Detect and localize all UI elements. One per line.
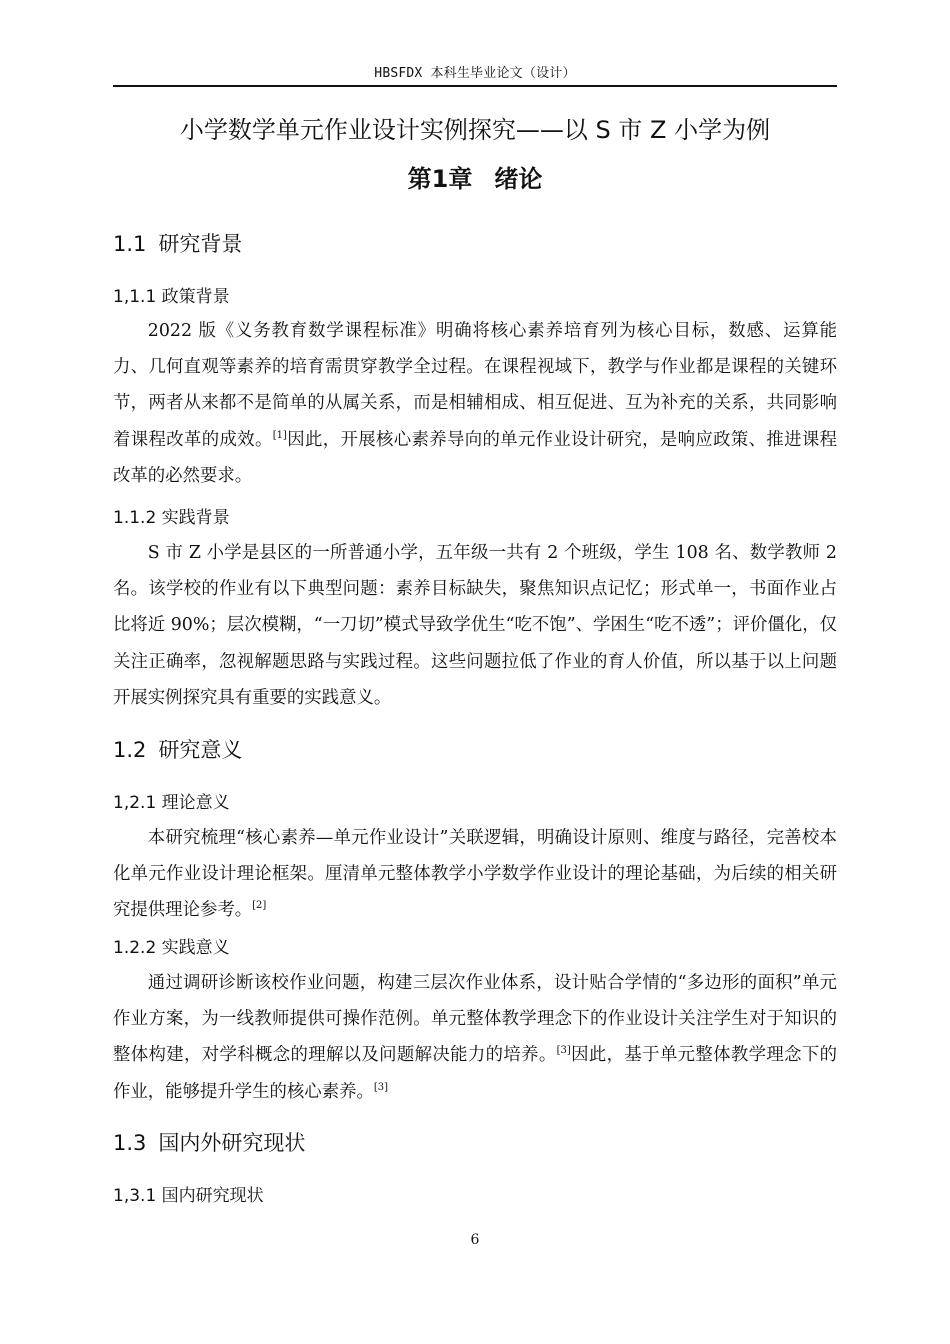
subsection-heading-1-1-2: 1.1.2 实践背景 [113, 508, 230, 528]
section-heading-1-1 [113, 229, 242, 259]
subsection-heading-1-2-2: 1.2.2 实践意义 [113, 938, 230, 958]
header-rule [113, 85, 837, 87]
paragraph-text: 通过调研诊断该校作业问题，构建三层次作业体系，设计贴合学情的“多边形的面积”单元作业方案，为一线教师提供可操作范例。单元整体教学理念下的作业设计关注学生对于知识的整体构建，对学科概念的理解以及问题解决能力的培养。 [113, 973, 837, 1066]
running-header: HBSFDX 本科生毕业论文（设计） [374, 66, 576, 81]
paragraph-text: 因此，开展核心素养导向的单元作业设计研究，是响应政策、推进课程改革的必然要求。 [113, 429, 837, 486]
paragraph-theoretical-significance [113, 820, 837, 929]
page-number: 6 [470, 1232, 480, 1248]
paragraph-text: 本研究梳理“核心素养—单元作业设计”关联逻辑，明确设计原则、维度与路径，完善校本化单元作业设计理论框架。厘清单元整体教学小学数学作业设计的理论基础，为后续的相关研究提供理论参考。 [113, 828, 837, 921]
paragraph-text: 因此，基于单元整体教学理念下的作业，能够提升学生的核心素养。 [113, 1045, 837, 1102]
paragraph-text: 2022 版《义务教育数学课程标准》明确将核心素养培育列为核心目标，数感、运算能力、几何直观等素养的培育需贯穿教学全过程。在课程视域下，教学与作业都是课程的关键环节，两者从来都不是简单的从属关系，而是相辅相成、相互促进、互为补充的关系，共同影响着课程改革的成效。 [113, 321, 837, 450]
section-title: 研究背景 [158, 232, 243, 256]
subsection-heading-1-3-1: 1,3.1 国内研究现状 [113, 1186, 264, 1206]
chapter-title [113, 162, 837, 196]
section-number: 1.2 [113, 738, 147, 762]
citation-ref: [2] [252, 900, 267, 912]
chapter-name: 绪论 [494, 165, 543, 193]
section-number: 1.1 [113, 232, 147, 256]
citation-ref: [1] [272, 429, 287, 441]
paragraph-practical-significance [113, 965, 837, 1110]
section-number: 1.3 [113, 1131, 147, 1155]
subsection-heading-1-1-1: 1,1.1 政策背景 [113, 287, 230, 307]
paragraph-practice-background [113, 535, 837, 716]
document-title: 小学数学单元作业设计实例探究——以 S 市 Z 小学为例 [179, 116, 771, 144]
paragraph-text: S 市 Z 小学是县区的一所普通小学，五年级一共有 2 个班级，学生 108 名、数学教师 2 名。该学校的作业有以下典型问题：素养目标缺失，聚焦知识点记忆；形式单一，书面作业占比将近 90%；层次模糊，“一刀切”模式导致学优生“吃不饱”、学困生“吃不透”；评价僵化，仅关注正确率，忽视解题思路与实践过程。这些问题拉低了作业的育人价值，所以基于以上问题开展实例探究具有重要的实践意义。 [113, 543, 837, 708]
chapter-number: 第1章 [407, 165, 473, 193]
section-heading-1-3 [113, 1128, 305, 1158]
section-title: 国内外研究现状 [158, 1131, 306, 1155]
citation-ref: [3] [373, 1081, 389, 1093]
citation-ref: [3] [556, 1045, 571, 1057]
section-heading-1-2 [113, 735, 242, 765]
section-title: 研究意义 [158, 738, 243, 762]
paragraph-policy-background [113, 313, 837, 494]
subsection-heading-1-2-1: 1,2.1 理论意义 [113, 793, 230, 813]
